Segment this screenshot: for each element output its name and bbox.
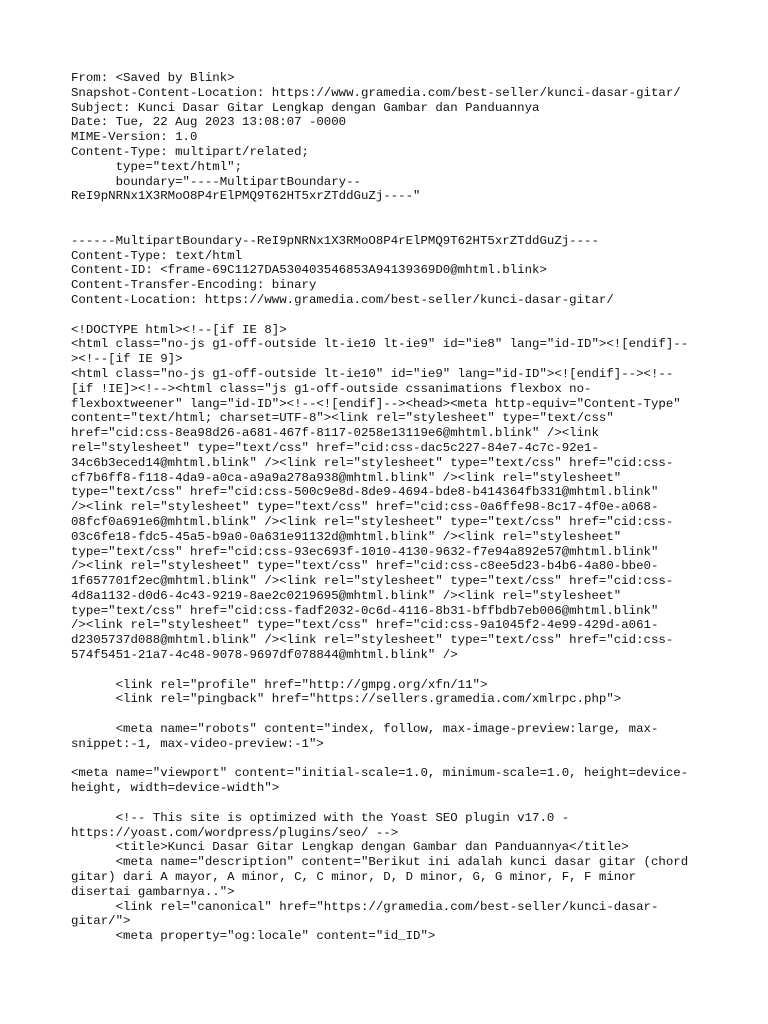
source-line: <meta property="og:locale" content="id_ID"> (71, 929, 436, 944)
source-line: Content-Type: multipart/related; (71, 144, 309, 159)
source-line: ReI9pNRNx1X3RMoO8P4rElPMQ9T62HT5xrZTddGuZj----" (71, 189, 421, 204)
source-line: Content-Location: https://www.gramedia.com/best-seller/kunci-dasar-gitar/ (71, 292, 614, 307)
source-line: <!DOCTYPE html><!--[if IE 8]> (71, 322, 287, 337)
mhtml-source-document (71, 71, 711, 944)
source-line: <meta name="viewport" content="initial-scale=1.0, minimum-scale=1.0, height=device- (71, 766, 689, 781)
source-line: 03c6fe18-fdc5-45a5-b9a0-0a631e91132d@mhtml.blink" /><link rel="stylesheet" (71, 529, 622, 544)
source-line (71, 796, 711, 811)
source-line: <meta name="description" content="Berikut ini adalah kunci dasar gitar (chord (71, 855, 689, 870)
source-line (71, 663, 711, 678)
source-line: snippet:-1, max-video-preview:-1"> (71, 736, 324, 751)
source-line: type="text/css" href="cid:css-93ec693f-1010-4130-9632-f7e94a892e57@mhtml.blink" (71, 544, 659, 559)
source-line: gitar) dari A mayor, A minor, C, C minor, D, D minor, G, G minor, F, F minor (71, 870, 637, 885)
source-line: /><link rel="stylesheet" type="text/css" href="cid:css-0a6ffe98-8c17-4f0e-a068- (71, 500, 659, 515)
source-line: boundary="----MultipartBoundary-- (71, 174, 361, 189)
source-line (71, 219, 711, 234)
source-line: ><!--[if IE 9]> (71, 352, 183, 367)
source-line: content="text/html; charset=UTF-8"><link rel="stylesheet" type="text/css" (71, 411, 614, 426)
source-line: <title>Kunci Dasar Gitar Lengkap dengan Gambar dan Panduannya</title> (71, 840, 629, 855)
source-line: Date: Tue, 22 Aug 2023 13:08:07 -0000 (71, 115, 347, 130)
source-line: rel="stylesheet" type="text/css" href="cid:css-dac5c227-84e7-4c7c-92e1- (71, 440, 599, 455)
source-line: disertai gambarnya.."> (71, 884, 235, 899)
source-line: Content-Transfer-Encoding: binary (71, 278, 317, 293)
source-line: 34c6b3eced14@mhtml.blink" /><link rel="stylesheet" type="text/css" href="cid:css- (71, 455, 674, 470)
source-line: <!-- This site is optimized with the Yoast SEO plugin v17.0 - (71, 810, 570, 825)
source-line: https://yoast.com/wordpress/plugins/seo/ --> (71, 825, 399, 840)
source-line: From: <Saved by Blink> (71, 71, 235, 85)
source-line: <link rel="profile" href="http://gmpg.org/xfn/11"> (71, 677, 488, 692)
source-line: flexboxtweener" lang="id-ID"><!--<![endif]--><head><meta http-equiv="Content-Type" (71, 396, 681, 411)
source-line (71, 707, 711, 722)
source-line (71, 204, 711, 219)
source-line: Content-Type: text/html (71, 248, 243, 263)
source-line: <meta name="robots" content="index, follow, max-image-preview:large, max- (71, 722, 659, 737)
source-line: Snapshot-Content-Location: https://www.gramedia.com/best-seller/kunci-dasar-gitar/ (71, 85, 681, 100)
source-line: href="cid:css-8ea98d26-a681-467f-8117-0258e13119e6@mhtml.blink" /><link (71, 426, 599, 441)
source-line: cf7b6ff8-f118-4da9-a0ca-a9a9a278a938@mhtml.blink" /><link rel="stylesheet" (71, 470, 622, 485)
source-line: type="text/css" href="cid:css-fadf2032-0c6d-4116-8b31-bffbdb7eb006@mhtml.blink" (71, 603, 659, 618)
source-line: 4d8a1132-d0d6-4c43-9219-8ae2c0219695@mhtml.blink" /><link rel="stylesheet" (71, 588, 622, 603)
source-line: /><link rel="stylesheet" type="text/css" href="cid:css-9a1045f2-4e99-429d-a061- (71, 618, 659, 633)
source-line: 1f657701f2ec@mhtml.blink" /><link rel="stylesheet" type="text/css" href="cid:css- (71, 574, 674, 589)
source-line: Subject: Kunci Dasar Gitar Lengkap dengan Gambar dan Panduannya (71, 100, 540, 115)
source-line: MIME-Version: 1.0 (71, 130, 198, 145)
source-line: height, width=device-width"> (71, 781, 280, 796)
source-line: <link rel="canonical" href="https://gramedia.com/best-seller/kunci-dasar- (71, 899, 659, 914)
source-line: 08fcf0a691e6@mhtml.blink" /><link rel="stylesheet" type="text/css" href="cid:css- (71, 514, 674, 529)
source-line: gitar/"> (71, 914, 131, 929)
source-line: d2305737d088@mhtml.blink" /><link rel="stylesheet" type="text/css" href="cid:css- (71, 633, 674, 648)
source-line: 574f5451-21a7-4c48-9078-9697df078844@mhtml.blink" /> (71, 648, 458, 663)
source-line: ------MultipartBoundary--ReI9pNRNx1X3RMoO8P4rElPMQ9T62HT5xrZTddGuZj---- (71, 233, 599, 248)
source-line: [if !IE]><!--><html class="js g1-off-outside cssanimations flexbox no- (71, 381, 592, 396)
source-line: Content-ID: <frame-69C1127DA530403546853A94139369D0@mhtml.blink> (71, 263, 547, 278)
source-line: <link rel="pingback" href="https://sellers.gramedia.com/xmlrpc.php"> (71, 692, 622, 707)
source-line: /><link rel="stylesheet" type="text/css" href="cid:css-c8ee5d23-b4b6-4a80-bbe0- (71, 559, 659, 574)
source-line (71, 308, 711, 323)
source-line (71, 752, 711, 767)
source-line: <html class="no-js g1-off-outside lt-ie10 lt-ie9" id="ie8" lang="id-ID"><![endif]-- (71, 337, 689, 352)
source-line: type="text/html"; (71, 159, 243, 174)
source-line: <html class="no-js g1-off-outside lt-ie10" id="ie9" lang="id-ID"><![endif]--><!-- (71, 366, 674, 381)
source-line: type="text/css" href="cid:css-500c9e8d-8de9-4694-bde8-b414364fb331@mhtml.blink" (71, 485, 659, 500)
